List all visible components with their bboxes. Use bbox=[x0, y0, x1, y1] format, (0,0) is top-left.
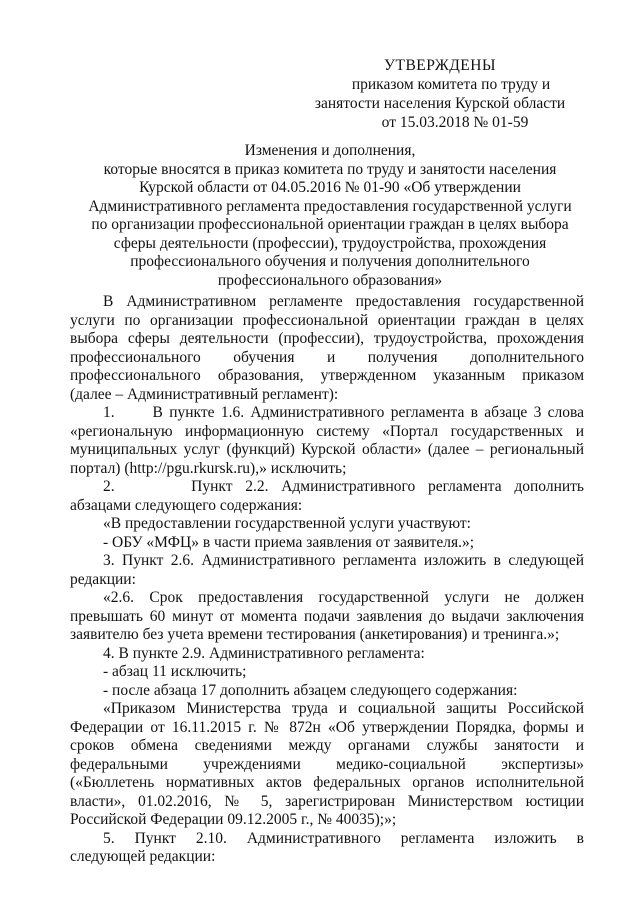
body-line: профессионального обучения и получения дополнительного bbox=[70, 348, 584, 366]
document-title bbox=[60, 142, 600, 290]
body-line: «2.6. Срок предоставления государственной услуги не должен bbox=[103, 589, 584, 606]
approval-line: приказом комитета по труду и bbox=[351, 76, 551, 93]
item-2-line: 2. Пункт 2.2. Административного регламента дополнить bbox=[103, 478, 584, 495]
approval-date: от 15.03.2018 № 01-59 bbox=[381, 114, 529, 131]
body-line: редакции: bbox=[70, 570, 136, 588]
body-line: («Бюллетень нормативных актов федеральных органов исполнительной bbox=[70, 774, 584, 791]
approval-stamp bbox=[300, 56, 580, 132]
body-line: федеральными учреждениями медико-социальной экспертизы» bbox=[70, 755, 584, 773]
item-3-line: 3. Пункт 2.6. Административного регламента изложить в следующей bbox=[103, 552, 584, 569]
body-line: «Приказом Министерства труда и социальной защиты Российской bbox=[103, 700, 584, 717]
title-line: которые вносятся в приказ комитета по труду и занятости населения bbox=[103, 160, 557, 178]
approval-heading: УТВЕРЖДЕНЫ bbox=[384, 57, 496, 74]
body-line: - после абзаца 17 дополнить абзацем следующего содержания: bbox=[103, 681, 518, 699]
body-line: «региональную информационную систему «Портал государственных и bbox=[70, 422, 584, 440]
title-line: профессионального обучения и получения дополнительного bbox=[130, 253, 530, 270]
title-line: Изменения и дополнения, bbox=[244, 142, 416, 159]
title-line: сферы деятельности (профессии), трудоустройства, прохождения bbox=[113, 234, 547, 252]
body-line: муниципальных услуг (функций) Курской области» (далее – региональный bbox=[70, 441, 584, 458]
body-line: услуги по организации профессиональной ориентации граждан в целях bbox=[70, 311, 584, 329]
body-line: превышать 60 минут от момента подачи заявления до выдачи заключения bbox=[70, 607, 584, 625]
body-line: Федерации от 16.11.2015 г. № 872н «Об утверждении Порядка, формы и bbox=[70, 718, 584, 736]
item-4-line: 4. В пункте 2.9. Административного регламента: bbox=[103, 644, 425, 662]
body-line: сроков обмена сведениями между органами службы занятости и bbox=[70, 737, 584, 754]
document-body bbox=[70, 293, 584, 867]
body-line: В Административном регламенте предоставления государственной bbox=[103, 293, 584, 310]
body-line: следующей редакции: bbox=[70, 848, 216, 865]
approval-line: занятости населения Курской области bbox=[314, 95, 566, 112]
title-line: профессионального образования» bbox=[217, 271, 443, 289]
body-line: портал) (http://pgu.rkursk.ru),» исключить; bbox=[70, 459, 347, 477]
item-1-line: 1. В пункте 1.6. Административного регламента в абзаце 3 слова bbox=[103, 404, 584, 421]
body-line: «В предоставлении государственной услуги участвуют: bbox=[103, 515, 471, 532]
body-line: (далее – Административный регламент): bbox=[70, 385, 339, 403]
body-line: власти», 01.02.2016, № 5, зарегистрирован Министерством юстиции bbox=[70, 792, 584, 810]
body-line: абзацами следующего содержания: bbox=[70, 496, 303, 514]
title-line: Курской области от 04.05.2016 № 01-90 «Об утверждении bbox=[139, 179, 521, 196]
body-line: - абзац 11 исключить; bbox=[103, 663, 247, 680]
body-line: профессионального образования, утвержденном указанным приказом bbox=[70, 367, 584, 384]
item-5-line: 5. Пункт 2.10. Административного регламента изложить в bbox=[103, 829, 584, 847]
body-line: - ОБУ «МФЦ» в части приема заявления от заявителя.»; bbox=[103, 533, 475, 551]
title-line: по организации профессиональной ориентации граждан в целях выбора bbox=[91, 216, 569, 233]
body-line: выбора сферы деятельности (профессии), трудоустройства, прохождения bbox=[70, 330, 584, 347]
body-line: заявителю без учета времени тестирования (анкетирования) и тренинга.»; bbox=[70, 626, 560, 643]
body-line: Российской Федерации 09.12.2005 г., № 40035);»; bbox=[70, 811, 397, 828]
title-line: Административного регламента предоставления государственной услуги bbox=[88, 197, 572, 215]
